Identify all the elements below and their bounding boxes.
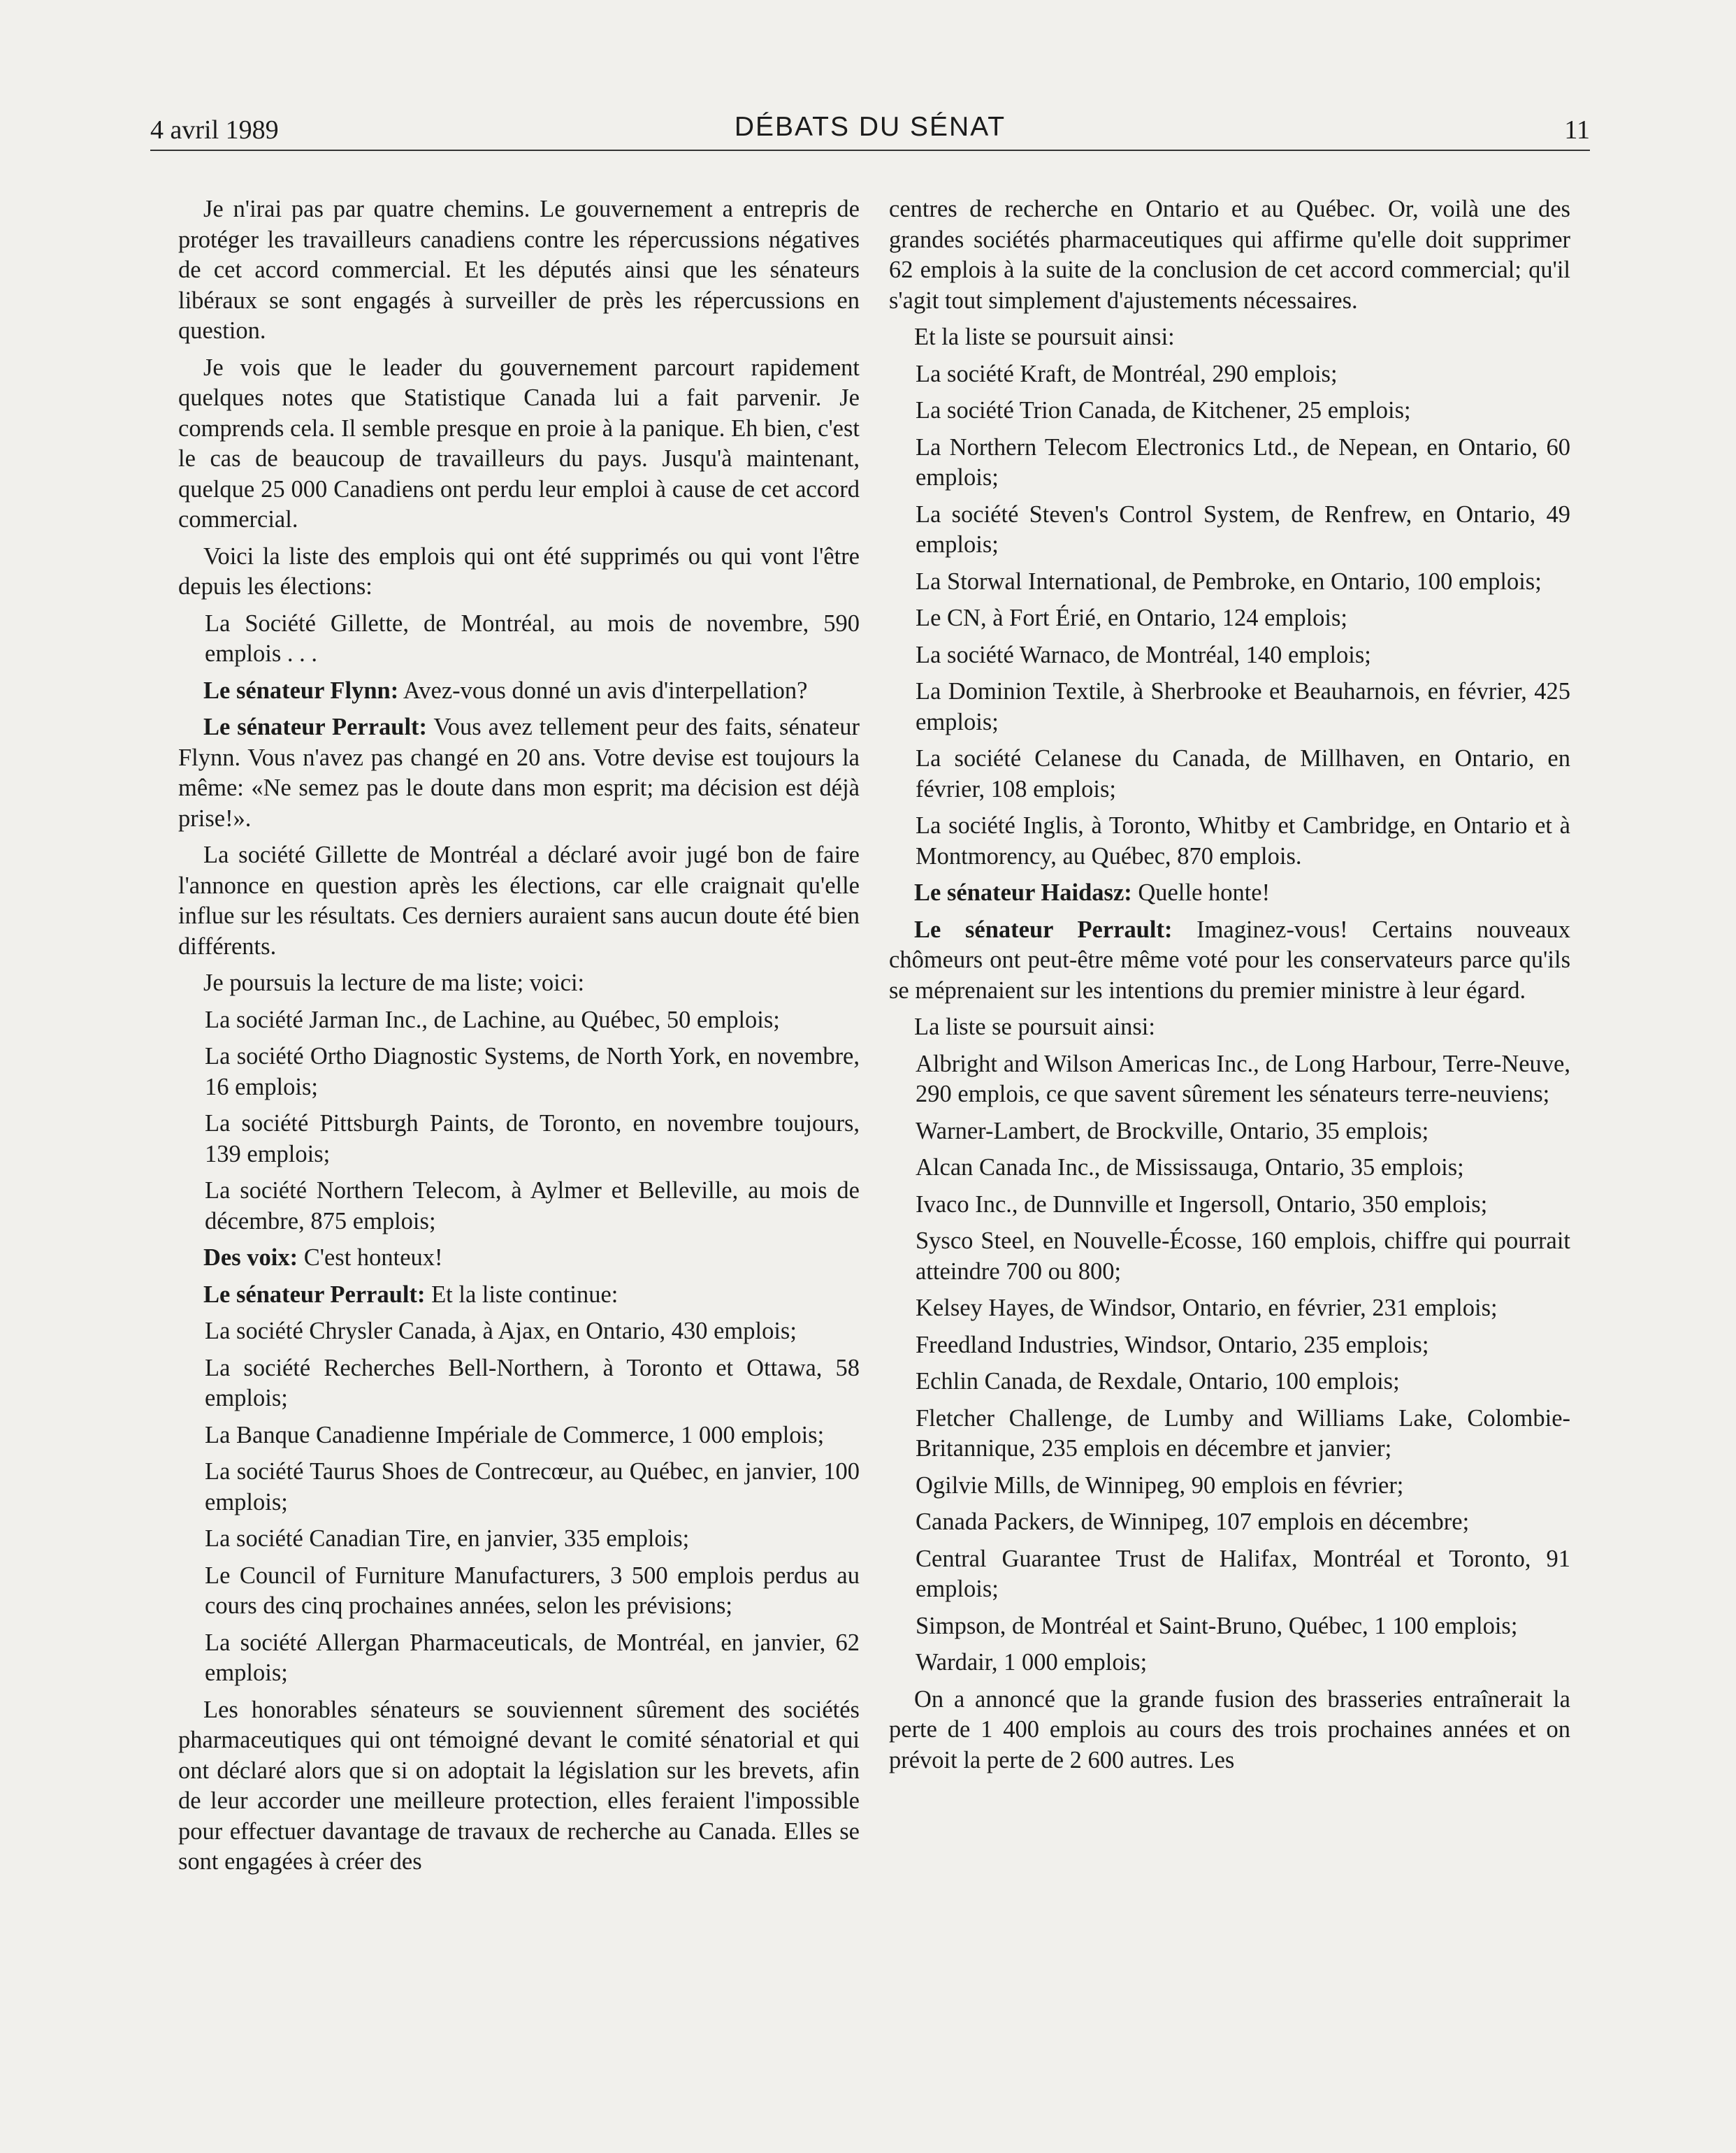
paragraph: Je poursuis la lecture de ma liste; voici: [203, 970, 585, 996]
list-item: La société Warnaco, de Montréal, 140 emplois; [916, 641, 1371, 668]
list-item: Ogilvie Mills, de Winnipeg, 90 emplois en février; [916, 1471, 1404, 1499]
list-item: La Banque Canadienne Impériale de Commerce, 1 000 emplois; [205, 1421, 825, 1448]
list-item: Freedland Industries, Windsor, Ontario, 235 emplois; [916, 1331, 1429, 1358]
list-item: La société Steven's Control System, de Renfrew, en Ontario, 49 emplois; [916, 501, 1570, 558]
page-number: 11 [1564, 115, 1590, 145]
list-item: La société Ortho Diagnostic Systems, de North York, en novembre, 16 emplois; [205, 1043, 860, 1100]
list-item: Simpson, de Montréal et Saint-Bruno, Québec, 1 100 emplois; [916, 1612, 1518, 1639]
speaker-name: Le sénateur Flynn: [203, 677, 399, 704]
list-item: Le Council of Furniture Manufacturers, 3 500 emplois perdus au cours des cinq prochaines années, selon les prévisions; [205, 1562, 860, 1619]
paragraph: Et la liste se poursuit ainsi: [914, 324, 1175, 350]
paragraph: On a annoncé que la grande fusion des brasseries entraînerait la perte de 1 400 emplois au cours des trois prochaines années et on prévoit la perte de 2 600 autres. Les [889, 1685, 1570, 1773]
list-item: Fletcher Challenge, de Lumby and Williams Lake, Colombie-Britannique, 235 emplois en décembre et janvier; [916, 1404, 1570, 1462]
speech-text: Quelle honte! [1131, 879, 1271, 906]
speaker-name: Le sénateur Haidasz: [914, 879, 1132, 906]
paragraph: Je vois que le leader du gouvernement parcourt rapidement quelques notes que Statistique Canada lui a fait parvenir. Je comprends cela. Il semble presque en proie à la panique. Eh bien, c'est le cas de beaucoup de travailleurs du pays. Jusqu'à maintenant, quelque 25 000 Canadiens ont perdu leur emploi à cause de cet accord commercial. [178, 354, 860, 533]
header-date: 4 avril 1989 [150, 115, 279, 145]
speaker-paragraph [178, 676, 860, 707]
list-item: La société Chrysler Canada, à Ajax, en Ontario, 430 emplois; [205, 1318, 797, 1344]
list-item: Sysco Steel, en Nouvelle-Écosse, 160 emplois, chiffre qui pourrait atteindre 700 ou 800; [916, 1227, 1570, 1285]
list-item: Albright and Wilson Americas Inc., de Long Harbour, Terre-Neuve, 290 emplois, ce que savent sûrement les sénateurs terre-neuviens; [916, 1050, 1570, 1107]
speaker-paragraph [178, 712, 860, 834]
list-item: La société Kraft, de Montréal, 290 emplois; [916, 360, 1338, 387]
list-item: La société Celanese du Canada, de Millhaven, en Ontario, en février, 108 emplois; [916, 745, 1570, 802]
speaker-paragraph [889, 915, 1570, 1007]
list-item: Ivaco Inc., de Dunnville et Ingersoll, Ontario, 350 emplois; [916, 1190, 1488, 1218]
paragraph: Les honorables sénateurs se souviennent sûrement des sociétés pharmaceutiques qui ont témoigné devant le comité sénatorial et qui ont déclaré alors que si on adoptait la législation sur les brevets, afin de leur accorder une meilleure protection, elles feraient l'impossible pour effectuer davantage de travaux de recherche au Canada. Elles se sont engagées à créer des [178, 1696, 860, 1875]
speech-text: Avez-vous donné un avis d'interpellation? [398, 677, 808, 704]
list-item: La Société Gillette, de Montréal, au mois de novembre, 590 emplois . . . [205, 610, 860, 667]
speech-text: Vous avez tellement peur des faits, sénateur Flynn. Vous n'avez pas changé en 20 ans. Votre devise est toujours la même: «Ne semez pas le doute dans mon esprit; ma décision est déjà prise!». [178, 714, 860, 832]
list-item: Kelsey Hayes, de Windsor, Ontario, en février, 231 emplois; [916, 1295, 1498, 1321]
speaker-paragraph [889, 878, 1570, 909]
paragraph: centres de recherche en Ontario et au Québec. Or, voilà une des grandes sociétés pharmaceutiques qui affirme qu'elle doit supprimer 62 emplois à la suite de la conclusion de cet accord commercial; qu'il s'agit tout simplement d'ajustements nécessaires. [889, 196, 1570, 314]
right-column [889, 194, 1570, 1782]
paragraph: Je n'irai pas par quatre chemins. Le gouvernement a entrepris de protéger les travailleurs canadiens contre les répercussions négatives de cet accord commercial. Et les députés ainsi que les sénateurs libéraux se sont engagés à surveiller de près les répercussions en question. [178, 196, 860, 344]
paragraph: La société Gillette de Montréal a déclaré avoir jugé bon de faire l'annonce en question après les élections, car elle craignait qu'elle influe sur les résultats. Ces derniers auraient sans aucun doute été bien différents. [178, 842, 860, 960]
left-column [178, 194, 860, 1884]
speech-text: Imaginez-vous! Certains nouveaux chômeurs ont peut-être même voté pour les conservateurs parce qu'ils se méprenaient sur les intentions du premier ministre à leur égard. [889, 916, 1570, 1004]
list-item: La société Allergan Pharmaceuticals, de Montréal, en janvier, 62 emplois; [205, 1629, 860, 1686]
header-rule [150, 150, 1590, 151]
speaker-paragraph [178, 1280, 860, 1311]
list-item: Central Guarantee Trust de Halifax, Montréal et Toronto, 91 emplois; [916, 1545, 1570, 1602]
speech-text: Et la liste continue: [425, 1281, 619, 1308]
list-item: La société Trion Canada, de Kitchener, 25 emplois; [916, 397, 1411, 424]
speaker-name: Le sénateur Perrault: [203, 714, 428, 740]
list-item: La société Pittsburgh Paints, de Toronto, en novembre toujours, 139 emplois; [205, 1110, 860, 1167]
list-item: Wardair, 1 000 emplois; [916, 1649, 1148, 1676]
list-item: La Dominion Textile, à Sherbrooke et Beauharnois, en février, 425 emplois; [916, 678, 1570, 735]
header-title: DÉBATS DU SÉNAT [734, 112, 1006, 142]
list-item: Echlin Canada, de Rexdale, Ontario, 100 emplois; [916, 1368, 1400, 1395]
speaker-paragraph [178, 1243, 860, 1274]
list-item: La Storwal International, de Pembroke, en Ontario, 100 emplois; [916, 568, 1542, 595]
speech-text: C'est honteux! [298, 1244, 443, 1271]
list-item: La société Canadian Tire, en janvier, 335 emplois; [205, 1525, 690, 1552]
list-item: La Northern Telecom Electronics Ltd., de Nepean, en Ontario, 60 emplois; [916, 433, 1570, 491]
speaker-name: Le sénateur Perrault: [203, 1281, 426, 1308]
list-item: Le CN, à Fort Érié, en Ontario, 124 emplois; [916, 605, 1348, 631]
list-item: Alcan Canada Inc., de Mississauga, Ontario, 35 emplois; [916, 1154, 1464, 1181]
list-item: La société Taurus Shoes de Contrecœur, au Québec, en janvier, 100 emplois; [205, 1458, 860, 1515]
list-item: La société Inglis, à Toronto, Whitby et Cambridge, en Ontario et à Montmorency, au Québec, 870 emplois. [916, 812, 1570, 870]
list-item: La société Recherches Bell-Northern, à Toronto et Ottawa, 58 emplois; [205, 1354, 860, 1411]
page-header [150, 105, 1590, 152]
list-item: La société Jarman Inc., de Lachine, au Québec, 50 emplois; [205, 1006, 780, 1033]
list-item: Canada Packers, de Winnipeg, 107 emplois en décembre; [916, 1508, 1470, 1535]
speaker-name: Des voix: [203, 1244, 298, 1271]
paragraph: Voici la liste des emplois qui ont été supprimés ou qui vont l'être depuis les élections: [178, 542, 860, 600]
speaker-name: Le sénateur Perrault: [914, 916, 1173, 943]
list-item: La société Northern Telecom, à Aylmer et Belleville, au mois de décembre, 875 emplois; [205, 1177, 860, 1234]
list-item: Warner-Lambert, de Brockville, Ontario, 35 emplois; [916, 1117, 1429, 1144]
paragraph: La liste se poursuit ainsi: [914, 1014, 1155, 1040]
